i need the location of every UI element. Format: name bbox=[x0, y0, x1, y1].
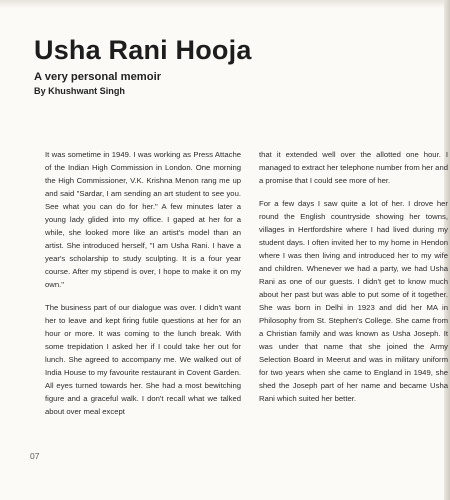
article-subtitle: A very personal memoir bbox=[34, 71, 162, 83]
right-paragraph-1: that it extended well over the allotted one hour. I managed to extract her telephone number from her and a promise that I could see more of her. bbox=[259, 150, 448, 185]
left-paragraph-1: It was sometime in 1949. I was working as Press Attache of the Indian High Commission in London. One morning the High Commissioner, V.K. Krishna Menon rang me up and said "Sardar, I am sending an art student to see you. See what you can do for her." A few minutes later a young lady glided into my office. I gaped at her for a while, she looked more like an artist's model than an artist. She introduced herself, "I am Usha Rani. I have a year's scholarship to study sculpting. It is a four year course. After my stipend is over, I hope to make it on my own." bbox=[45, 150, 241, 289]
page-number: 07 bbox=[30, 451, 40, 461]
article-title: Usha Rani Hooja bbox=[34, 35, 252, 65]
article-byline: By Khushwant Singh bbox=[34, 86, 125, 96]
right-paragraph-2: For a few days I saw quite a lot of her. I drove her round the English countryside showing her towns, villages in Hertfordshire where I had lived during my student days. I often invited her to my home in Hendon where I was then living and introduced her to my wife and children. Whenever we had a party, we had Usha Rani as one of our guests. I didn't get to know much about her past but was able to put some of it together. She was born in Delhi in 1923 and did her MA in Philosophy from St. Stephen's College. She came from a Christian family and was known as Usha Joseph. It was under that name that she joined the Army Selection Board in Meerut and was in military uniform for two years when she came to England in 1949, she shed the Joseph part of her name and became Usha Rani which suited her better. bbox=[259, 199, 448, 403]
left-column bbox=[45, 148, 241, 428]
left-paragraph-2: The business part of our dialogue was over. I didn't want her to leave and kept firing futile questions at her for an hour or more. It was coming to the lunch break. With some trepidation I asked her if I could take her out for lunch. She agreed to accompany me. We walked out of India House to my favourite restaurant in Covent Garden. All eyes turned towards her. She had a most bewitching figure and a graceful walk. I don't recall what we talked about over meal except bbox=[45, 303, 241, 416]
right-column bbox=[259, 148, 448, 483]
article-header bbox=[34, 34, 394, 97]
page-top-shadow bbox=[0, 0, 450, 8]
